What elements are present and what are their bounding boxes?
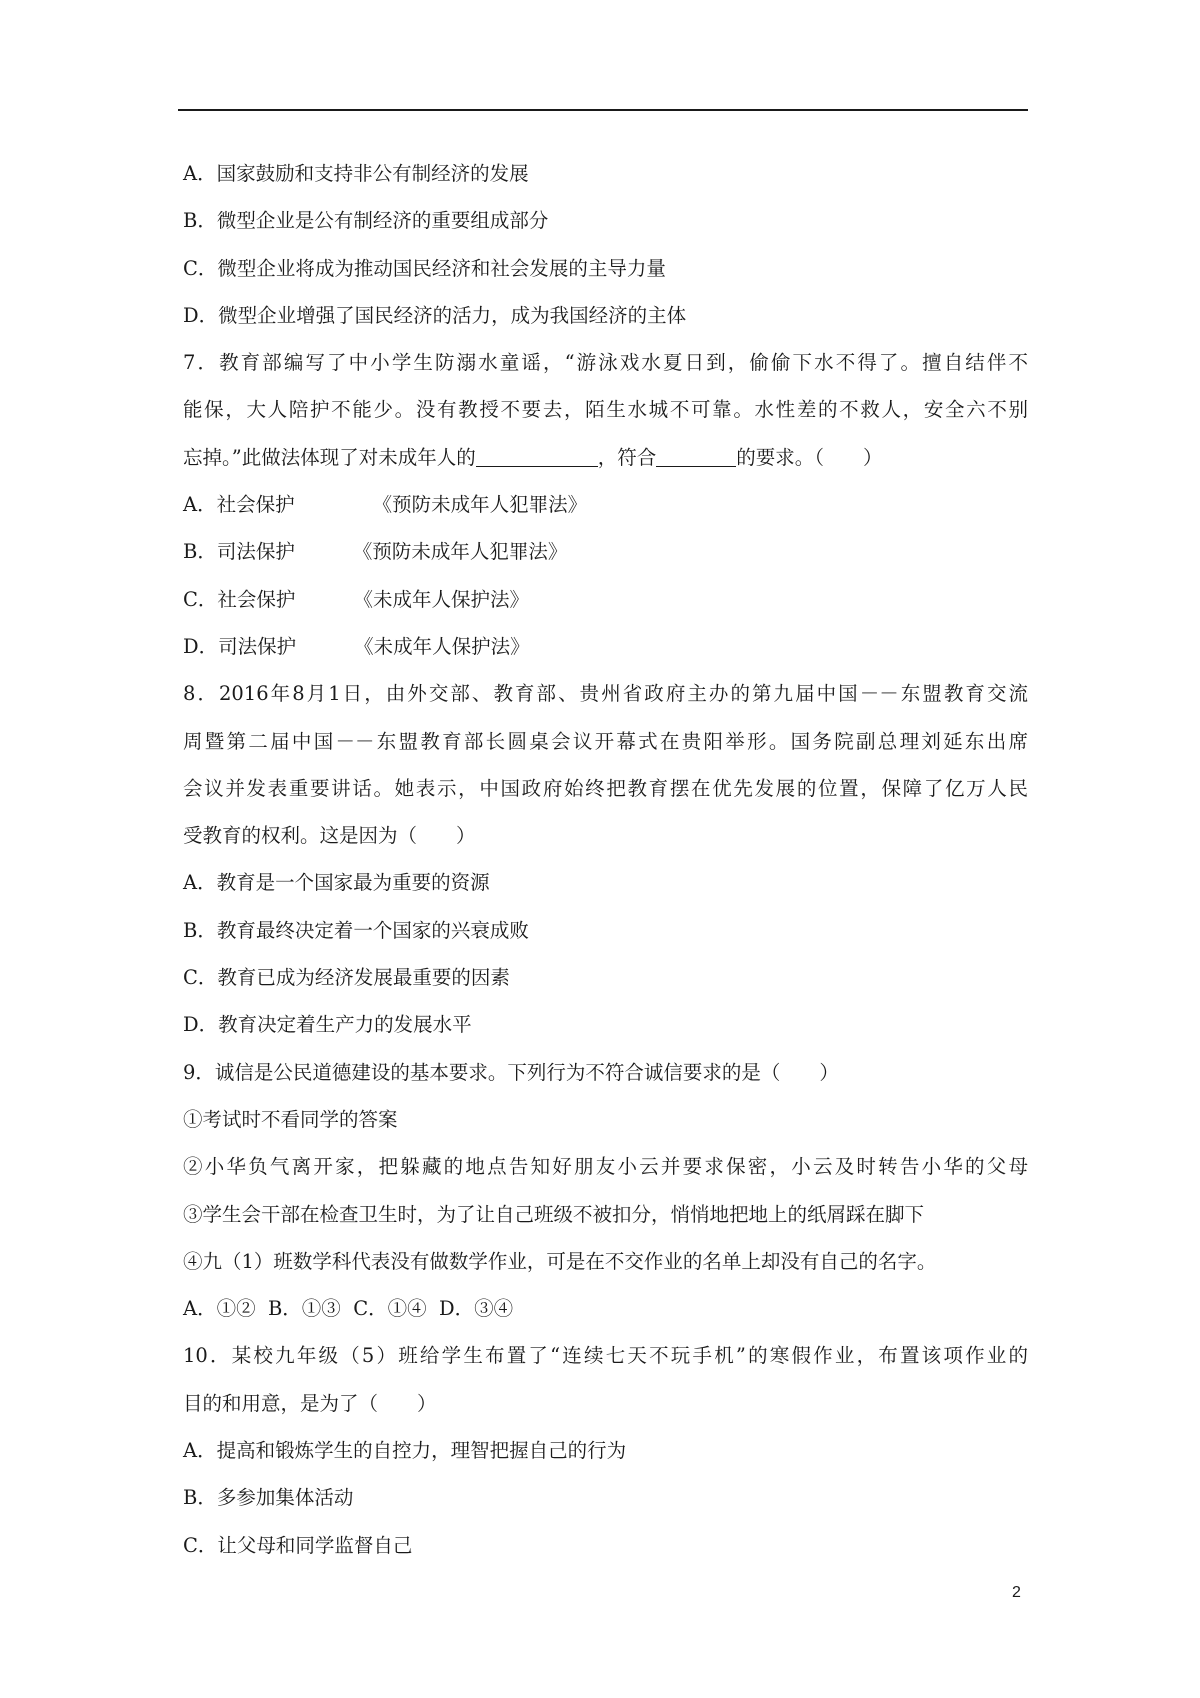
q8-option-b: B．教育最终决定着一个国家的兴衰成败: [183, 918, 529, 942]
q10-stem-line-1: 10．某校九年级（5）班给学生布置了“连续七天不玩手机”的寒假作业，布置该项作业的: [183, 1344, 1028, 1368]
q8-option-a: A．教育是一个国家最为重要的资源: [183, 871, 490, 895]
q7-option-c: [183, 576, 1028, 623]
option-term: 社会保护: [216, 493, 295, 517]
option-law: 《预防未成年人犯罪法》: [372, 493, 588, 517]
q9-item-4: ④九（1）班数学科代表没有做数学作业，可是在不交作业的名单上却没有自己的名字。: [183, 1249, 937, 1273]
q8-stem-line-1: 8．2016年8月1日，由外交部、教育部、贵州省政府主办的第九届中国－－东盟教育交流: [183, 682, 1028, 706]
answer-blank-2: [656, 444, 736, 467]
q6-option-b: B．微型企业是公有制经济的重要组成部分: [183, 209, 549, 233]
q6-option-a: A．国家鼓励和支持非公有制经济的发展: [183, 162, 529, 185]
q10-option-a: A．提高和锻炼学生的自控力，理智把握自己的行为: [183, 1439, 627, 1463]
page-content: [183, 150, 1028, 1569]
q8-option-d: D．教育决定着生产力的发展水平: [183, 1013, 472, 1037]
q9-stem: 9．诚信是公民道德建设的基本要求。下列行为不符合诚信要求的是（ ）: [183, 1060, 839, 1084]
q7-option-a: [183, 481, 1028, 528]
q9-options: A．①② B．①③ C．①④ D．③④: [183, 1297, 514, 1321]
q7-stem-line-2: 能保，大人陪护不能少。没有教授不要去，陌生水城不可靠。水性差的不救人，安全六不别: [183, 398, 1028, 422]
q7-stem-part-a: 忘掉。”此做法体现了对未成年人的: [183, 445, 476, 469]
q10-option-c: C．让父母和同学监督自己: [183, 1533, 413, 1557]
answer-blank-1: [476, 444, 598, 467]
q8-stem-line-4: 受教育的权利。这是因为（ ）: [183, 824, 476, 848]
q9-item-3: ③学生会干部在检查卫生时，为了让自己班级不被扣分，悄悄地把地上的纸屑踩在脚下: [183, 1202, 925, 1226]
q10-stem-line-2: 目的和用意，是为了（ ）: [183, 1391, 437, 1415]
q7-stem-line-1: 7．教育部编写了中小学生防溺水童谣，“游泳戏水夏日到，偷偷下水不得了。擅自结伴不: [183, 351, 1028, 375]
option-term: 司法保护: [218, 634, 297, 658]
option-letter: D．: [183, 634, 219, 658]
q8-stem-line-2: 周暨第二届中国－－东盟教育部长圆桌会议开幕式在贵阳举形。国务院副总理刘延东出席: [183, 729, 1028, 753]
q8-stem-line-3: 会议并发表重要讲话。她表示，中国政府始终把教育摆在优先发展的位置，保障了亿万人民: [183, 776, 1028, 800]
option-law: 《未成年人保护法》: [354, 634, 530, 658]
q7-option-d: [183, 623, 1028, 670]
option-law: 《未成年人保护法》: [353, 587, 529, 611]
q9-item-2: ②小华负气离开家，把躲藏的地点告知好朋友小云并要求保密，小云及时转告小华的父母: [183, 1155, 1028, 1179]
option-letter: B．: [183, 540, 217, 564]
q10-option-b: B．多参加集体活动: [183, 1486, 354, 1510]
option-term: 社会保护: [217, 587, 296, 611]
option-law: 《预防未成年人犯罪法》: [352, 540, 568, 564]
q7-stem-part-b: ，符合: [597, 445, 657, 469]
q7-stem-part-c: 的要求。（ ）: [736, 445, 883, 469]
header-rule: [178, 109, 1028, 111]
page-number: 2: [1012, 1584, 1021, 1601]
q7-option-b: [183, 528, 1028, 575]
option-term: 司法保护: [216, 540, 295, 564]
q8-option-c: C．教育已成为经济发展最重要的因素: [183, 966, 510, 990]
q6-option-c: C．微型企业将成为推动国民经济和社会发展的主导力量: [183, 256, 666, 280]
q7-stem-line-3: [183, 434, 1028, 481]
option-letter: C．: [183, 587, 218, 611]
q6-option-d: D．微型企业增强了国民经济的活力，成为我国经济的主体: [183, 303, 687, 327]
q9-item-1: ①考试时不看同学的答案: [183, 1107, 398, 1131]
option-letter: A．: [183, 493, 217, 517]
